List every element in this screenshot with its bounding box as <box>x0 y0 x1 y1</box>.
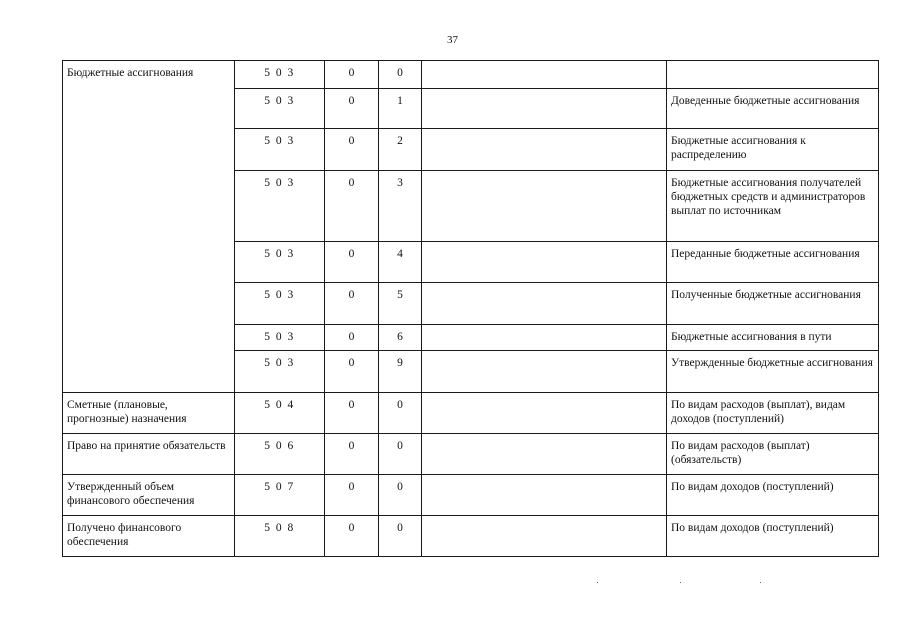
blank-cell <box>422 516 667 557</box>
code-a-cell: 0 <box>325 242 379 283</box>
account-cell: 5 0 7 <box>235 475 325 516</box>
note-cell: Доведенные бюджетные ассигнования <box>667 89 879 129</box>
row-name-cell: Право на принятие обязательств <box>63 434 235 475</box>
account-cell: 5 0 3 <box>235 171 325 242</box>
account-cell: 5 0 3 <box>235 283 325 325</box>
code-a-cell: 0 <box>325 171 379 242</box>
blank-cell <box>422 351 667 393</box>
blank-cell <box>422 171 667 242</box>
code-b-cell: 9 <box>379 351 422 393</box>
note-cell: По видам доходов (поступлений) <box>667 516 879 557</box>
code-b-cell: 0 <box>379 516 422 557</box>
blank-cell <box>422 475 667 516</box>
code-b-cell: 6 <box>379 325 422 351</box>
code-a-cell: 0 <box>325 129 379 171</box>
blank-cell <box>422 61 667 89</box>
code-b-cell: 5 <box>379 283 422 325</box>
note-cell <box>667 61 879 89</box>
row-name-cell: Получено финансового обеспечения <box>63 516 235 557</box>
note-cell: По видам расходов (выплат) (обязательств) <box>667 434 879 475</box>
note-cell: Бюджетные ассигнования к распределению <box>667 129 879 171</box>
note-cell: Бюджетные ассигнования в пути <box>667 325 879 351</box>
row-name-cell: Сметные (плановые, прогнозные) назначения <box>63 393 235 434</box>
note-cell: Переданные бюджетные ассигнования <box>667 242 879 283</box>
account-cell: 5 0 3 <box>235 351 325 393</box>
account-cell: 5 0 3 <box>235 89 325 129</box>
accounts-table <box>62 60 879 557</box>
account-cell: 5 0 3 <box>235 242 325 283</box>
row-name-cell: Бюджетные ассигнования <box>63 61 235 393</box>
code-a-cell: 0 <box>325 434 379 475</box>
code-a-cell: 0 <box>325 325 379 351</box>
table-row <box>63 475 879 516</box>
table-row <box>63 434 879 475</box>
blank-cell <box>422 434 667 475</box>
blank-cell <box>422 89 667 129</box>
account-cell: 5 0 3 <box>235 129 325 171</box>
code-a-cell: 0 <box>325 475 379 516</box>
blank-cell <box>422 242 667 283</box>
table-row <box>63 393 879 434</box>
code-b-cell: 0 <box>379 475 422 516</box>
page-number: 37 <box>447 34 458 46</box>
code-b-cell: 0 <box>379 434 422 475</box>
scan-speck <box>760 582 761 583</box>
code-b-cell: 3 <box>379 171 422 242</box>
account-cell: 5 0 3 <box>235 61 325 89</box>
account-cell: 5 0 8 <box>235 516 325 557</box>
code-a-cell: 0 <box>325 61 379 89</box>
table-row <box>63 516 879 557</box>
note-cell: Полученные бюджетные ассигнования <box>667 283 879 325</box>
account-cell: 5 0 3 <box>235 325 325 351</box>
scan-speck <box>680 582 681 583</box>
blank-cell <box>422 325 667 351</box>
code-b-cell: 0 <box>379 61 422 89</box>
code-b-cell: 4 <box>379 242 422 283</box>
scan-speck <box>597 582 598 583</box>
note-cell: По видам доходов (поступлений) <box>667 475 879 516</box>
blank-cell <box>422 283 667 325</box>
code-a-cell: 0 <box>325 89 379 129</box>
code-a-cell: 0 <box>325 393 379 434</box>
code-b-cell: 2 <box>379 129 422 171</box>
account-cell: 5 0 4 <box>235 393 325 434</box>
code-b-cell: 1 <box>379 89 422 129</box>
table-row <box>63 61 879 89</box>
code-b-cell: 0 <box>379 393 422 434</box>
row-name-cell: Утвержденный объем финансового обеспечения <box>63 475 235 516</box>
code-a-cell: 0 <box>325 283 379 325</box>
note-cell: Бюджетные ассигнования получателей бюджетных средств и администраторов выплат по источникам <box>667 171 879 242</box>
blank-cell <box>422 129 667 171</box>
blank-cell <box>422 393 667 434</box>
note-cell: Утвержденные бюджетные ассигнования <box>667 351 879 393</box>
account-cell: 5 0 6 <box>235 434 325 475</box>
note-cell: По видам расходов (выплат), видам доходов (поступлений) <box>667 393 879 434</box>
code-a-cell: 0 <box>325 351 379 393</box>
code-a-cell: 0 <box>325 516 379 557</box>
